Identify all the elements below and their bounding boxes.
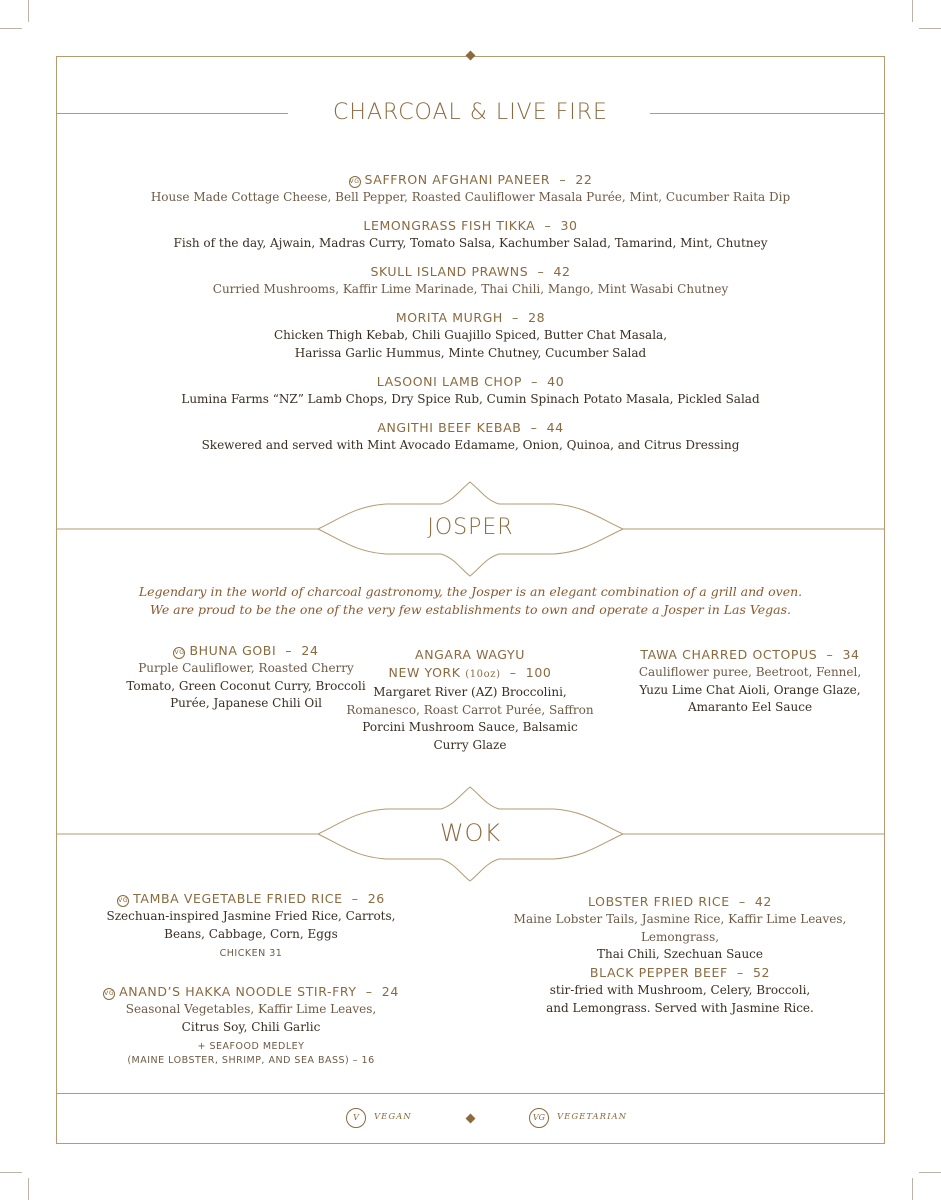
item-name: ANAND’S HAKKA NOODLE STIR-FRY [119, 984, 357, 999]
section-title-charcoal: CHARCOAL & LIVE FIRE [333, 100, 608, 125]
item-description: Beans, Cabbage, Corn, Eggs [164, 926, 338, 941]
item-price: 42 [553, 264, 571, 279]
item-description: Cauliflower puree, Beetroot, Fennel, [638, 665, 862, 679]
item-price: 24 [381, 984, 399, 999]
item-name: LEMONGRASS FISH TIKKA [363, 218, 536, 233]
item-name: LOBSTER FRIED RICE [588, 894, 730, 909]
item-description: Fish of the day, Ajwain, Madras Curry, Tomato Salsa, Kachumber Salad, Tamarind, Mint, Chutney [173, 236, 768, 250]
item-price: 52 [752, 965, 771, 980]
crop-mark [28, 1178, 29, 1200]
menu-item: SKULL ISLAND PRAWNS – 42 Curried Mushrooms, Kaffir Lime Marinade, Thai Chili, Mango, Mint Wasabi Chutney [56, 263, 885, 299]
item-description: Skewered and served with Mint Avocado Edamame, Onion, Quinoa, and Citrus Dressing [201, 438, 740, 452]
item-description: Romanesco, Roast Carrot Purée, Saffron [346, 702, 594, 717]
crop-mark [28, 0, 29, 22]
item-name: SKULL ISLAND PRAWNS [370, 264, 529, 279]
item-name: TAMBA VEGETABLE FRIED RICE [133, 891, 343, 906]
item-description: stir-fried with Mushroom, Celery, Broccoli, [549, 983, 811, 997]
item-note: + SEAFOOD MEDLEY [197, 1041, 305, 1052]
item-name: BLACK PEPPER BEEF [589, 965, 728, 980]
item-description: Yuzu Lime Chat Aioli, Orange Glaze, [639, 682, 861, 697]
item-price: 24 [301, 643, 319, 658]
item-name: ANGARA WAGYU [415, 647, 525, 662]
item-price: 28 [528, 310, 546, 325]
item-description: Szechuan-inspired Jasmine Fried Rice, Carrots, [106, 909, 396, 923]
menu-item: ANGITHI BEEF KEBAB – 44 Skewered and served with Mint Avocado Edamame, Onion, Quinoa, and Citrus Dressing [56, 419, 885, 455]
item-note: (MAINE LOBSTER, SHRIMP, AND SEA BASS) – 16 [127, 1055, 375, 1066]
menu-item-hakka: VG ANAND’S HAKKA NOODLE STIR-FRY – 24 Seasonal Vegetables, Kaffir Lime Leaves, Citrus Soy, Chili Garlic + SEAFOOD MEDLEY (MAINE LOBSTER, SHRIMP, AND SEA BASS) – 16 [76, 983, 426, 1068]
item-note: CHICKEN 31 [219, 948, 283, 959]
item-description: Seasonal Vegetables, Kaffir Lime Leaves, [125, 1002, 377, 1016]
item-price: 40 [547, 374, 565, 389]
item-price: 44 [546, 420, 564, 435]
item-description: Thai Chili, Szechuan Sauce [596, 947, 764, 961]
item-size: (10oz) [465, 669, 501, 680]
item-name: SAFFRON AFGHANI PANEER [364, 172, 551, 187]
vegan-icon: V [346, 1108, 366, 1128]
item-price: 26 [367, 891, 385, 906]
item-description: and Lemongrass. Served with Jasmine Rice. [546, 1000, 814, 1015]
section-title-wok: WOK [439, 819, 502, 847]
vegetarian-label: VEGETARIAN [557, 1112, 628, 1122]
menu-item: LEMONGRASS FISH TIKKA – 30 Fish of the day, Ajwain, Madras Curry, Tomato Salsa, Kachumber Salad, Tamarind, Mint, Chutney [56, 217, 885, 253]
section-title-josper: JOSPER [427, 515, 514, 540]
crop-mark [912, 0, 913, 22]
item-name: MORITA MURGH [395, 310, 503, 325]
vegan-label: VEGAN [374, 1112, 412, 1122]
crop-mark [919, 1172, 941, 1173]
item-description: Maine Lobster Tails, Jasmine Rice, Kaffir Lime Leaves, Lemongrass, [513, 912, 847, 944]
vegetarian-icon: VG [117, 895, 129, 907]
item-description: Citrus Soy, Chili Garlic [181, 1019, 321, 1034]
item-description: Purple Cauliflower, Roasted Cherry [138, 661, 354, 675]
item-name: LASOONI LAMB CHOP [376, 374, 522, 389]
item-price: 30 [560, 218, 578, 233]
item-description: Harissa Garlic Hummus, Minte Chutney, Cucumber Salad [294, 345, 647, 360]
josper-intro-line1: Legendary in the world of charcoal gastronomy, the Josper is an elegant combination of a grill and oven. [138, 584, 803, 599]
crop-mark [919, 28, 941, 29]
item-price: 22 [575, 172, 593, 187]
menu-item-beef: BLACK PEPPER BEEF – 52 stir-fried with Mushroom, Celery, Broccoli, and Lemongrass. Served with Jasmine Rice. [480, 964, 880, 1017]
item-description: Tomato, Green Coconut Curry, Broccoli [126, 678, 366, 693]
item-description: Lumina Farms “NZ” Lamb Chops, Dry Spice Rub, Cumin Spinach Potato Masala, Pickled Salad [181, 392, 760, 406]
vegetarian-icon: VG [173, 647, 185, 659]
vegetarian-icon: VG [103, 988, 115, 1000]
item-name: TAWA CHARRED OCTOPUS [640, 647, 818, 662]
item-price: 42 [754, 894, 772, 909]
menu-item-angara-wagyu: ANGARA WAGYU NEW YORK (10oz) – 100 Margaret River (AZ) Broccolini, Romanesco, Roast Carrot Purée, Saffron Porcini Mushroom Sauce, Balsamic Curry Glaze [330, 646, 610, 754]
item-name: ANGITHI BEEF KEBAB [377, 420, 522, 435]
menu-item-bhuna-gobi: VG BHUNA GOBI – 24 Purple Cauliflower, Roasted Cherry Tomato, Green Coconut Curry, Broccoli Purée, Japanese Chili Oil [56, 642, 436, 713]
item-description: Margaret River (AZ) Broccolini, [373, 685, 567, 699]
menu-item: MORITA MURGH – 28 Chicken Thigh Kebab, Chili Guajillo Spiced, Butter Chat Masala, Harissa Garlic Hummus, Minte Chutney, Cucumber Salad [56, 309, 885, 362]
menu-item: LASOONI LAMB CHOP – 40 Lumina Farms “NZ” Lamb Chops, Dry Spice Rub, Cumin Spinach Potato Masala, Pickled Salad [56, 373, 885, 409]
item-description: Curry Glaze [433, 737, 507, 752]
menu-item-tamba: VG TAMBA VEGETABLE FRIED RICE – 26 Szechuan-inspired Jasmine Fried Rice, Carrots, Beans, Cabbage, Corn, Eggs CHICKEN 31 [86, 890, 416, 961]
crop-mark [0, 28, 22, 29]
item-description: House Made Cottage Cheese, Bell Pepper, Roasted Cauliflower Masala Purée, Mint, Cucumber Raita Dip [150, 190, 791, 204]
item-price: 34 [842, 647, 860, 662]
menu-item-octopus: TAWA CHARRED OCTOPUS – 34 Cauliflower puree, Beetroot, Fennel, Yuzu Lime Chat Aioli, Orange Glaze, Amaranto Eel Sauce [600, 646, 900, 717]
menu-item-lobster: LOBSTER FRIED RICE – 42 Maine Lobster Tails, Jasmine Rice, Kaffir Lime Leaves, Lemongrass, Thai Chili, Szechuan Sauce [480, 893, 880, 964]
vegetarian-icon: VG [349, 176, 361, 188]
item-description: Curried Mushrooms, Kaffir Lime Marinade, Thai Chili, Mango, Mint Wasabi Chutney [212, 282, 729, 296]
item-description: Purée, Japanese Chili Oil [170, 696, 322, 710]
josper-intro-line2: We are proud to be the one of the very few establishments to own and operate a Josper in Las Vegas. [149, 602, 791, 617]
footer-rule [56, 1093, 885, 1094]
crop-mark [0, 1172, 22, 1173]
item-description: Porcini Mushroom Sauce, Balsamic [362, 720, 578, 734]
crop-mark [912, 1178, 913, 1200]
item-name: NEW YORK [388, 665, 461, 680]
item-price: 100 [525, 665, 552, 680]
vegetarian-icon: VG [529, 1108, 549, 1128]
item-description: Amaranto Eel Sauce [687, 700, 813, 714]
item-description: Chicken Thigh Kebab, Chili Guajillo Spiced, Butter Chat Masala, [273, 328, 668, 342]
item-name: BHUNA GOBI [189, 643, 277, 658]
menu-item: VG SAFFRON AFGHANI PANEER – 22 House Made Cottage Cheese, Bell Pepper, Roasted Cauliflower Masala Purée, Mint, Cucumber Raita Dip [56, 171, 885, 207]
